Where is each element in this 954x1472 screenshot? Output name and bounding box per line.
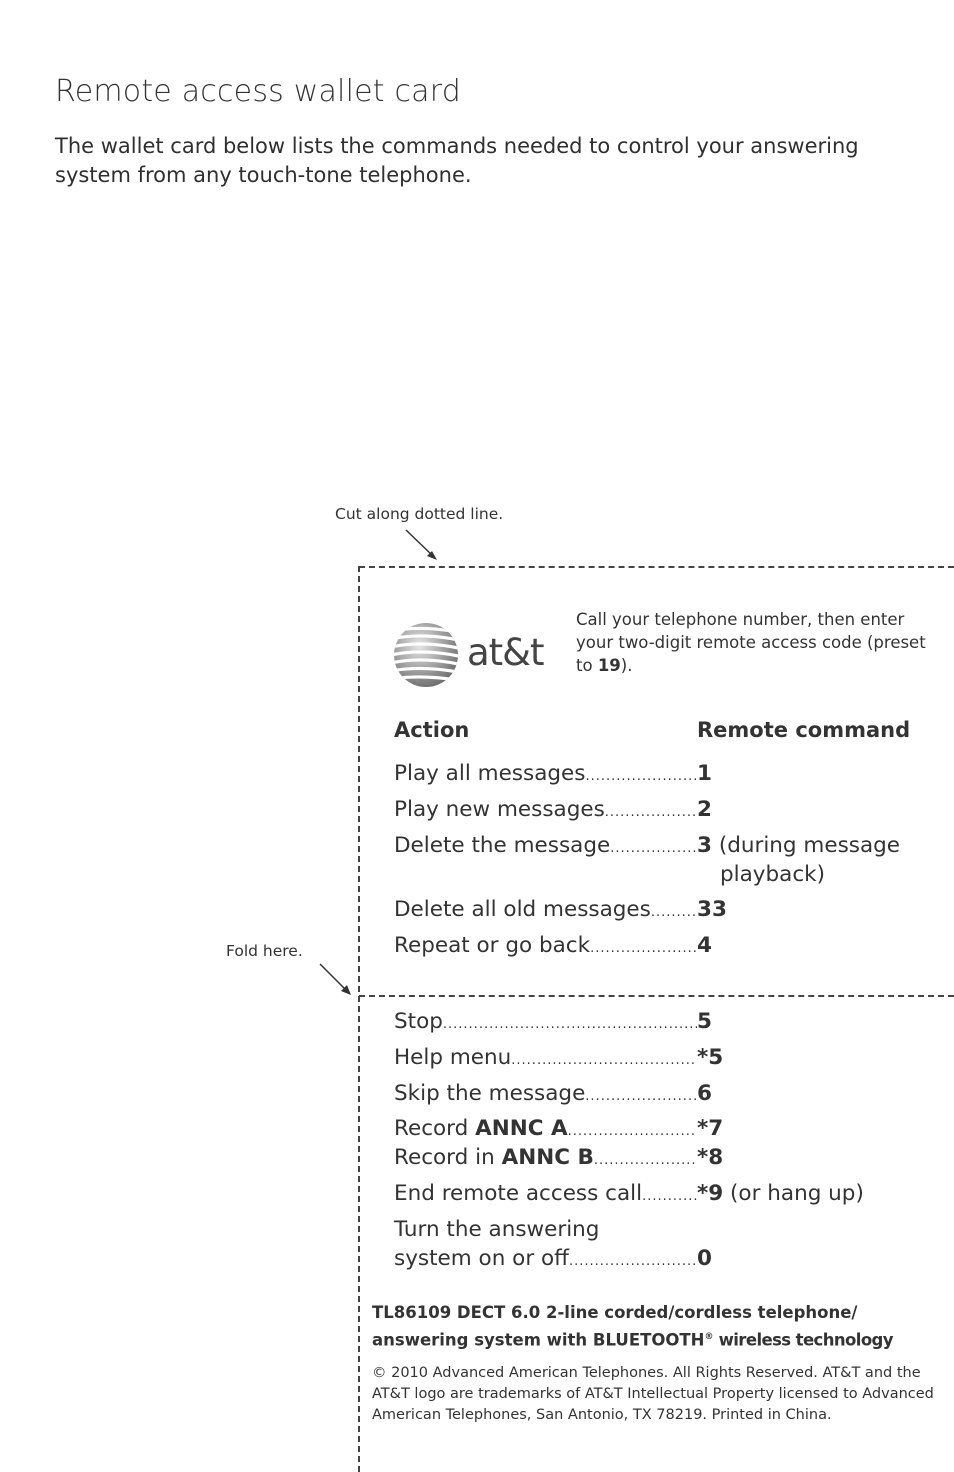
header-action: Action: [394, 718, 470, 742]
command-row: [394, 1179, 914, 1211]
action-label-line1: Turn the answering: [394, 1217, 600, 1242]
action-label: Delete all old messages .....: [394, 895, 697, 927]
action-prefix: Record in: [394, 1145, 502, 1170]
command-key: 0: [697, 1246, 712, 1271]
command-key: 6: [697, 1081, 712, 1106]
command-note-cont: playback): [720, 862, 826, 887]
action-label: Help menu .....: [394, 1043, 697, 1075]
action-label: Repeat or go back .....: [394, 931, 697, 963]
command-row: [394, 831, 914, 887]
command-key: 4: [697, 933, 712, 958]
command-row: [394, 759, 914, 791]
command-row: [394, 1007, 914, 1039]
access-code: 19: [597, 656, 621, 675]
command-key: 1: [697, 761, 712, 786]
cut-line-left: [358, 566, 360, 1472]
command-key: 33: [697, 897, 727, 922]
call-instructions: [576, 608, 936, 677]
command-note: (or hang up): [730, 1181, 864, 1206]
action-label: Play all messages .....: [394, 759, 697, 791]
command-row-label-line: [394, 1215, 914, 1244]
command-key: *5: [697, 1045, 724, 1070]
cut-line-top: [359, 566, 954, 568]
action-label: Delete the message .....: [394, 831, 697, 863]
cut-arrow-icon: [400, 526, 444, 562]
fold-label: Fold here.: [226, 942, 303, 960]
action-label: [394, 1114, 697, 1146]
command-key: 3: [697, 833, 712, 858]
model-line2-end: wireless technology: [713, 1330, 893, 1350]
command-row: [394, 1244, 914, 1276]
command-note: (during message: [718, 833, 901, 858]
header-remote-command: Remote command: [697, 718, 911, 742]
model-description: [372, 1301, 932, 1353]
att-logo: [393, 621, 543, 689]
command-row: [394, 1043, 914, 1075]
action-prefix: Record: [394, 1116, 476, 1141]
announcement-name: ANNC B: [501, 1145, 594, 1170]
command-row: [394, 931, 914, 963]
action-label: End remote access call .....: [394, 1179, 697, 1211]
action-label: Play new messages .....: [394, 795, 697, 827]
action-label: Skip the message .....: [394, 1079, 697, 1111]
action-label: system on or off .....: [394, 1244, 697, 1276]
command-row: [394, 1143, 914, 1175]
model-line2: answering system with BLUETOOTH: [372, 1330, 705, 1350]
command-key: *8: [697, 1145, 724, 1170]
command-row: [394, 895, 914, 927]
command-row: [394, 795, 914, 827]
fold-arrow-icon: [316, 960, 356, 1000]
command-row: [394, 1079, 914, 1111]
cut-label: Cut along dotted line.: [335, 505, 504, 523]
page-title: Remote access wallet card: [55, 74, 461, 109]
registered-mark: ®: [704, 1332, 714, 1342]
call-text: Call your telephone number, then enter your two-digit remote access code (preset to: [576, 610, 926, 675]
att-wordmark: at&t: [467, 631, 544, 674]
copyright-notice: © 2010 Advanced American Telephones. All Rights Reserved. AT&T and the AT&T logo are trademarks of AT&T Intellectual Property licensed to Advanced American Telephones, San Antonio, TX 78219. Printed in China.: [372, 1365, 934, 1423]
action-label: [394, 1143, 697, 1175]
command-key: 5: [697, 1009, 712, 1034]
call-text-end: ).: [620, 656, 633, 675]
command-key: 2: [697, 797, 712, 822]
command-row: [394, 1114, 914, 1146]
intro-paragraph: The wallet card below lists the commands needed to control your answering system from any touch-tone telephone.: [55, 134, 859, 187]
action-label: Stop .....: [394, 1007, 697, 1039]
announcement-name: ANNC A: [475, 1116, 568, 1141]
fold-line: [359, 995, 954, 997]
command-key: *7: [697, 1116, 724, 1141]
command-key: *9: [697, 1181, 724, 1206]
model-line1: TL86109 DECT 6.0 2-line corded/cordless telephone/: [372, 1303, 858, 1322]
